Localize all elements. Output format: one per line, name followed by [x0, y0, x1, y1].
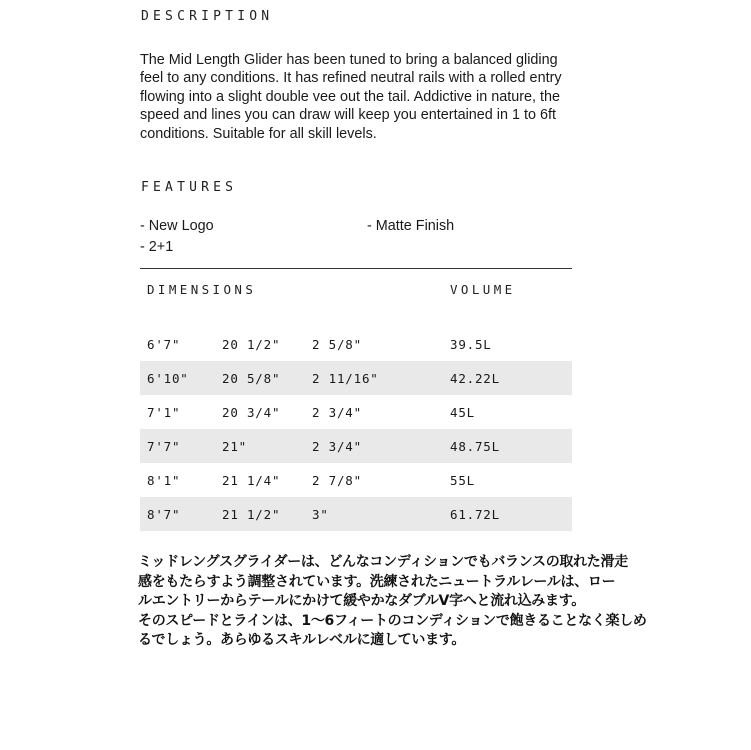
- length-cell: 8'7": [140, 497, 222, 531]
- width-cell: 20 1/2": [222, 336, 281, 352]
- thickness-cell: 2 3/4": [312, 404, 362, 420]
- thickness-cell: 2 11/16": [312, 361, 450, 395]
- table-row: [140, 497, 572, 531]
- japanese-line: ミッドレングスグライダーは、どんなコンディションでもバランスの取れた滑走: [138, 554, 628, 570]
- thickness-cell: 2 3/4": [312, 429, 450, 463]
- feature-item-new-logo: - New Logo: [140, 218, 214, 234]
- width-cell: 20 5/8": [222, 361, 312, 395]
- feature-item-matte-finish: - Matte Finish: [367, 218, 455, 234]
- width-cell: 21 1/4": [222, 472, 281, 488]
- description-text: The Mid Length Glider has been tuned to bring a balanced gliding feel to any conditions. It has refined neutral rails with a rolled entry flowing into a slight double vee out the tail. Addictive in nature, the speed and lines you can draw will keep you entertained in 1 to 6ft conditions. Suitable for all skill levels.: [140, 52, 562, 142]
- japanese-line: ルエントリーからテールにかけて緩やかなダブルV字へと流れ込みます。: [138, 593, 585, 610]
- table-row: [140, 463, 572, 497]
- volume-cell: 48.75L: [450, 429, 572, 463]
- table-row: [140, 327, 572, 361]
- japanese-line: 感をもたらすよう調整されています。洗練されたニュートラルレールは、ロー: [138, 573, 616, 590]
- table-row: [140, 395, 572, 429]
- length-cell: 7'7": [140, 429, 222, 463]
- japanese-description: [138, 553, 663, 651]
- japanese-line: るでしょう。あらゆるスキルレベルに適しています。: [138, 632, 466, 649]
- dimensions-heading: DIMENSIONS: [147, 282, 257, 297]
- volume-cell: 42.22L: [450, 361, 572, 395]
- thickness-cell: 2 7/8": [312, 472, 362, 488]
- thickness-cell: 2 5/8": [312, 336, 362, 352]
- width-cell: 20 3/4": [222, 404, 281, 420]
- features-heading: FEATURES: [141, 180, 238, 195]
- japanese-line: そのスピードとラインは、1〜6フィートのコンディションで飽きることなく楽しめ: [138, 612, 647, 629]
- section-divider: [140, 268, 572, 269]
- volume-cell: 39.5L: [450, 336, 492, 352]
- description-heading: DESCRIPTION: [141, 9, 274, 24]
- width-cell: 21": [222, 429, 312, 463]
- volume-cell: 45L: [450, 404, 475, 420]
- width-cell: 21 1/2": [222, 497, 312, 531]
- volume-heading: VOLUME: [450, 282, 516, 297]
- feature-item-fin-setup: - 2+1: [140, 239, 174, 255]
- length-cell: 7'1": [147, 404, 181, 420]
- table-row: [140, 429, 572, 463]
- thickness-cell: 3": [312, 497, 450, 531]
- volume-cell: 55L: [450, 472, 475, 488]
- length-cell: 6'7": [147, 336, 181, 352]
- dimensions-table: [140, 327, 572, 531]
- length-cell: 8'1": [147, 472, 181, 488]
- length-cell: 6'10": [140, 361, 222, 395]
- table-row: [140, 361, 572, 395]
- volume-cell: 61.72L: [450, 497, 572, 531]
